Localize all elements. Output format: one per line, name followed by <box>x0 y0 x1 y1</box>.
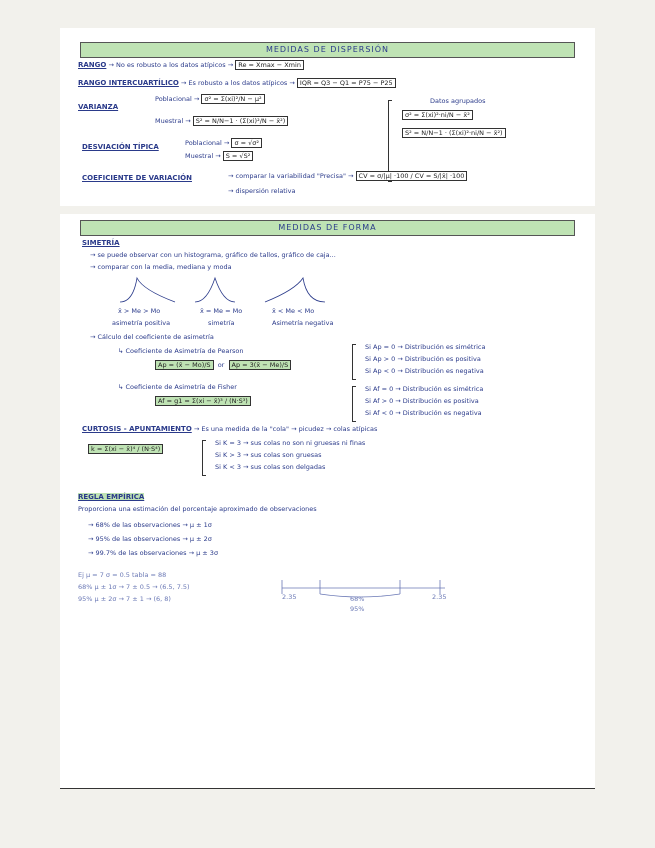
curtosis-label: CURTOSIS - APUNTAMIENTO <box>82 425 192 433</box>
varianza-pob: Poblacional → σ² = Σ(xi)²/N − μ² <box>155 96 265 103</box>
forma-title: MEDIDAS DE FORMA <box>80 220 575 236</box>
varianza-mues: Muestral → S² = N/N−1 · (Σ(xi)²/N − x̄²) <box>155 118 288 125</box>
pearson-label: ↳ Coeficiente de Asimetría de Pearson <box>118 347 244 355</box>
diagram-label-3: 2.35 <box>432 593 447 601</box>
desviacion-label: DESVIACIÓN TÍPICA <box>82 143 159 151</box>
distribution-curves <box>115 274 335 306</box>
diagram-label-0: 2.35 <box>282 593 297 601</box>
agrupados-brace <box>388 100 392 182</box>
varianza-label: VARIANZA <box>78 103 119 111</box>
desviacion-mues-label: Muestral <box>185 152 214 160</box>
pearson-brace <box>352 344 356 380</box>
curve-negative <box>265 278 325 302</box>
simetria-label: SIMETRÍA <box>82 239 120 247</box>
pearson-case-2: Si Ap < 0 → Distribución es negativa <box>365 367 484 375</box>
diagram-label-1: 68% <box>350 595 365 603</box>
agrupados-f1-wrap <box>402 112 473 119</box>
desviacion-pob: Poblacional → σ = √σ² <box>185 140 262 147</box>
curve-positive <box>120 278 175 302</box>
pearson-formula-2: Ap = 3(x̄ − Me)/S <box>229 360 292 370</box>
rango-row <box>78 62 304 70</box>
desviacion-pob-formula: σ = √σ² <box>231 138 262 148</box>
cv-label: COEFICIENTE DE VARIACIÓN <box>82 174 192 182</box>
agrupados-formula-2: S² = N/N−1 · (Σ(xi)²·ni/N − x̄²) <box>402 128 506 138</box>
empirica-rule-2: → 99.7% de las observaciones → μ ± 3σ <box>88 549 219 557</box>
fisher-label: ↳ Coeficiente de Asimetría de Fisher <box>118 383 237 391</box>
pearson-or: or <box>217 361 225 369</box>
cv-text-2: dispersión relativa <box>235 187 296 195</box>
empirica-label <box>78 494 144 502</box>
curve-rel-1: x̄ = Me = Mo <box>200 307 243 315</box>
curtosis-case-0: Si K = 3 → sus colas no son ni gruesas ni finas <box>215 439 366 447</box>
example-line-0: Ej μ = 7 σ = 0.5 tabla = 88 <box>78 571 167 579</box>
fisher-brace <box>352 386 356 422</box>
empirical-rule-diagram <box>280 574 450 606</box>
rango-formula: Re = Xmax − Xmin <box>235 60 304 70</box>
pearson-case-1: Si Ap > 0 → Distribución es positiva <box>365 355 481 363</box>
empirica-rule-1: → 95% de las observaciones → μ ± 2σ <box>88 535 212 543</box>
curve-symmetric <box>195 278 235 302</box>
cv-text-2-wrap: → dispersión relativa <box>228 187 296 195</box>
curtosis-brace <box>202 440 206 476</box>
simetria-line-1: → se puede observar con un histograma, gráfico de tallos, gráfico de caja... <box>90 251 336 259</box>
empirica-rule-0: → 68% de las observaciones → μ ± 1σ <box>88 521 212 529</box>
varianza-mues-formula: S² = N/N−1 · (Σ(xi)²/N − x̄²) <box>193 116 289 126</box>
curtosis-case-1: Si K > 3 → sus colas son gruesas <box>215 451 322 459</box>
fisher-case-2: Si Af < 0 → Distribución es negativa <box>365 409 482 417</box>
curve-name-0: asimetría positiva <box>112 319 171 327</box>
rango-label: RANGO <box>78 61 107 69</box>
curtosis-row <box>82 426 377 434</box>
iqr-formula: IQR = Q3 − Q1 = P75 − P25 <box>297 78 396 88</box>
notes-sheet <box>60 28 595 789</box>
empirica-intro: Proporciona una estimación del porcentaje aproximado de observaciones <box>78 505 317 513</box>
section-gap <box>60 206 595 214</box>
agrupados-f2-wrap <box>402 130 506 137</box>
pearson-formulas <box>155 362 291 369</box>
fisher-formula: Af = g1 = Σ(xi − x̄)³ / (N·S³) <box>155 396 251 406</box>
empirica-label-text: REGLA EMPÍRICA <box>78 493 145 501</box>
curtosis-formula-wrap <box>88 446 163 453</box>
diagram-label-2: 95% <box>350 605 365 613</box>
cv-row: → comparar la variabilidad "Precisa" → CV = σ/|μ| ·100 / CV = S/|x̄| ·100 <box>228 173 467 180</box>
curtosis-text: → Es una medida de la "cola" → picudez → colas atípicas <box>193 425 378 433</box>
fisher-case-0: Si Af = 0 → Distribución es simétrica <box>365 385 484 393</box>
varianza-mues-label: Muestral <box>155 117 184 125</box>
rango-text: → No es robusto a los datos atípicos → <box>108 61 234 69</box>
iqr-text: → Es robusto a los datos atípicos → <box>180 79 295 87</box>
calculo-text: → Cálculo del coeficiente de asimetría <box>90 333 214 341</box>
curve-rel-0: x̄ > Me > Mo <box>118 307 161 315</box>
curve-rel-2: x̄ < Me < Mo <box>272 307 315 315</box>
varianza-pob-label: Poblacional <box>155 95 192 103</box>
agrupados-label: Datos agrupados <box>430 97 486 105</box>
iqr-label: RANGO INTERCUARTÍLICO <box>78 79 179 87</box>
fisher-case-1: Si Af > 0 → Distribución es positiva <box>365 397 479 405</box>
curtosis-formula: k = Σ(xi − x̄)⁴ / (N·S⁴) <box>88 444 163 454</box>
simetria-line-2: → comparar con la media, mediana y moda <box>90 263 232 271</box>
iqr-row <box>78 80 396 88</box>
dispersion-title: MEDIDAS DE DISPERSIÓN <box>80 42 575 58</box>
desviacion-pob-label: Poblacional <box>185 139 222 147</box>
cv-text-1: comparar la variabilidad "Precisa" → <box>235 172 354 180</box>
curtosis-case-2: Si K < 3 → sus colas son delgadas <box>215 463 326 471</box>
example-line-1: 68% μ ± 1σ → 7 ± 0.5 → (6.5, 7.5) <box>78 583 190 591</box>
example-line-2: 95% μ ± 2σ → 7 ± 1 → (6, 8) <box>78 595 171 603</box>
curve-name-2: Asimetría negativa <box>272 319 334 327</box>
curve-name-1: simetría <box>208 319 235 327</box>
cv-formula: CV = σ/|μ| ·100 / CV = S/|x̄| ·100 <box>356 171 468 181</box>
pearson-case-0: Si Ap = 0 → Distribución es simétrica <box>365 343 486 351</box>
desviacion-mues: Muestral → S = √S² <box>185 153 253 160</box>
varianza-pob-formula: σ² = Σ(xi)²/N − μ² <box>201 94 264 104</box>
agrupados-formula-1: σ² = Σ(xi)²·ni/N − x̄² <box>402 110 473 120</box>
desviacion-mues-formula: S = √S² <box>223 151 254 161</box>
fisher-formula-wrap <box>155 398 251 405</box>
pearson-formula-1: Ap = (x̄ − Mo)/S <box>155 360 214 370</box>
